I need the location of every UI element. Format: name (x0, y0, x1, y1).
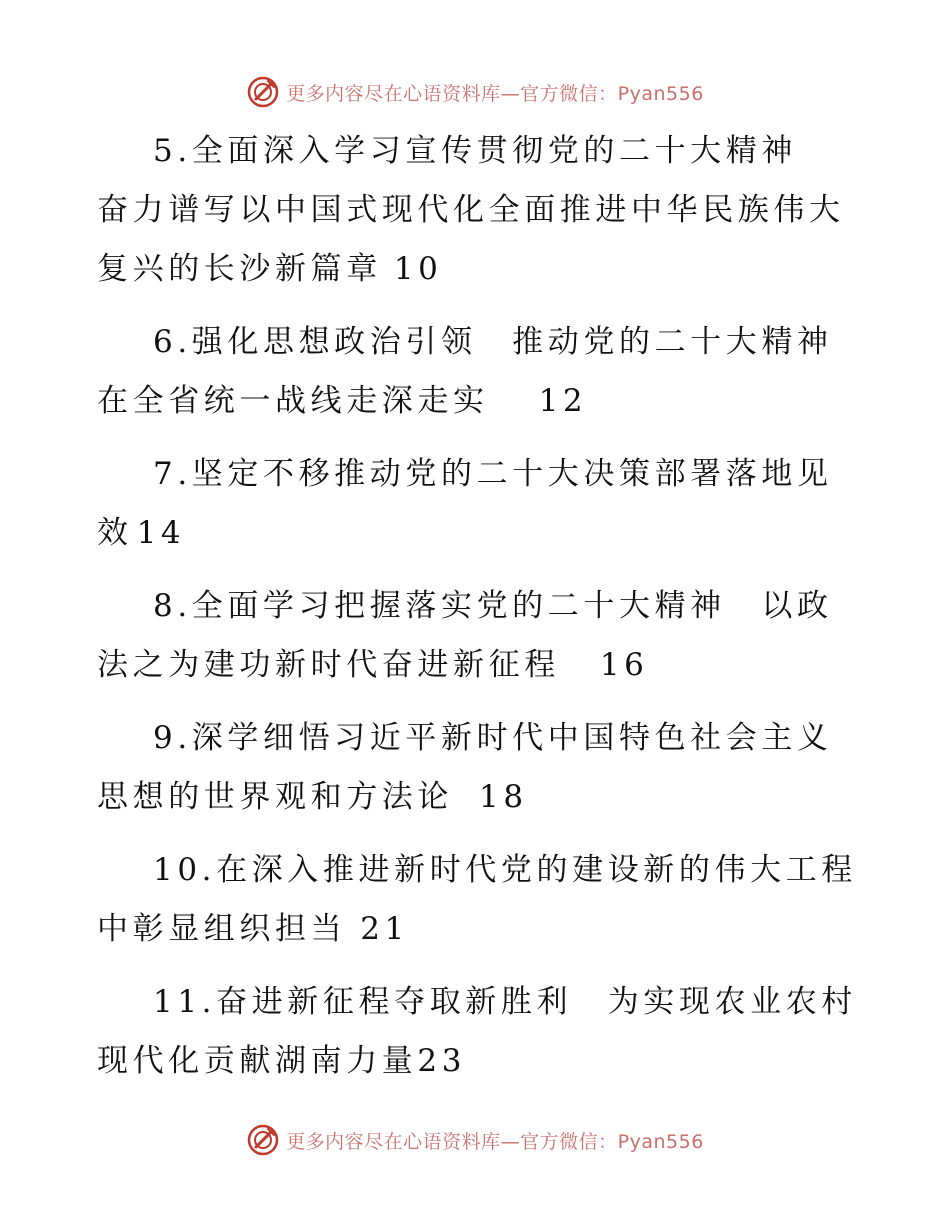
toc-entry[interactable] (97, 577, 857, 695)
toc-entry-title: 7.坚定不移推动党的二十大决策部署落地见效 (97, 456, 833, 551)
table-of-contents (97, 122, 857, 1105)
toc-entry-page: 10 (393, 251, 443, 287)
header-watermark (0, 72, 950, 112)
toc-entry[interactable] (97, 709, 857, 827)
toc-entry-page: 14 (136, 515, 186, 551)
toc-entry-title: 11.奋进新征程夺取新胜利 为实现农业农村现代化贡献湖南力量 (97, 984, 857, 1079)
toc-entry[interactable] (97, 973, 857, 1091)
toc-entry[interactable] (97, 122, 857, 299)
toc-entry-page: 21 (360, 911, 409, 947)
watermark-logo-icon (246, 75, 280, 109)
toc-entry[interactable] (97, 313, 857, 431)
toc-entry-page: 18 (479, 779, 528, 815)
toc-entry-title: 6.强化思想政治引领 推动党的二十大精神在全省统一战线走深走实 (97, 324, 833, 419)
toc-entry-page: 16 (599, 647, 649, 683)
footer-watermark (0, 1120, 950, 1160)
toc-entry-title: 10.在深入推进新时代党的建设新的伟大工程中彰显组织担当 (97, 852, 857, 947)
toc-entry[interactable] (97, 445, 857, 563)
toc-entry-page: 23 (417, 1043, 467, 1079)
toc-entry-title: 5.全面深入学习宣传贯彻党的二十大精神 奋力谱写以中国式现代化全面推进中华民族伟大复兴的长沙新篇章 (97, 133, 845, 287)
toc-entry-page: 12 (538, 383, 588, 419)
toc-entry-title: 9.深学细悟习近平新时代中国特色社会主义思想的世界观和方法论 (97, 720, 833, 815)
toc-entry-title: 8.全面学习把握落实党的二十大精神 以政法之为建功新时代奋进新征程 (97, 588, 833, 683)
watermark-text: 更多内容尽在心语资料库—官方微信：Pyan556 (286, 1130, 704, 1153)
watermark-logo-icon (246, 1123, 280, 1157)
toc-entry[interactable] (97, 841, 857, 959)
watermark-text: 更多内容尽在心语资料库—官方微信：Pyan556 (286, 82, 704, 105)
